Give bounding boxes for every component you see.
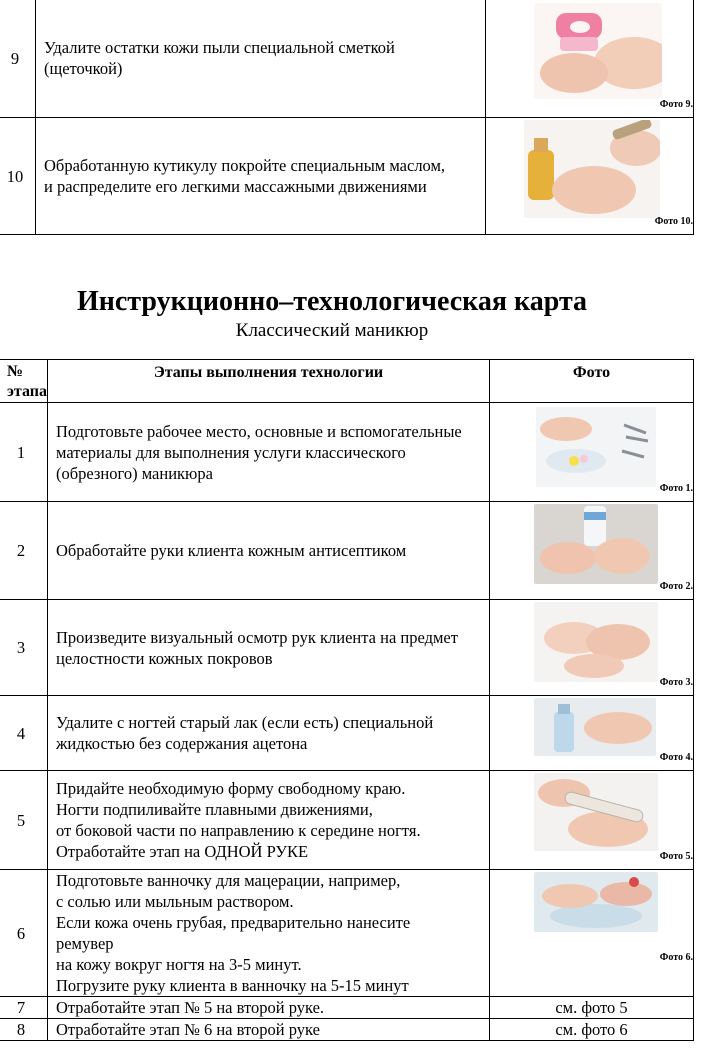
photo-inspection [534, 602, 658, 682]
photo-caption: Фото 4. [659, 752, 693, 763]
step-number: 6 [0, 870, 47, 997]
photo-soak-bath [534, 872, 658, 932]
main-table [0, 359, 694, 1041]
photo-brush-hands [534, 3, 662, 99]
photo-reference: см. фото 5 [490, 997, 694, 1019]
photo-oil-bottle [524, 120, 660, 218]
step-number: 3 [0, 600, 47, 696]
photo-cell [486, 0, 694, 118]
photo-caption: Фото 6. [659, 952, 693, 963]
step-number: 8 [0, 1019, 47, 1041]
step-number: 1 [0, 403, 47, 502]
table-row [0, 771, 694, 870]
step-number: 10 [0, 118, 36, 235]
header-num: № этапа [0, 360, 47, 403]
photo-caption: Фото 5. [659, 851, 693, 862]
photo-caption: Фото 2. [659, 581, 693, 592]
step-number: 2 [0, 502, 47, 600]
table-row [0, 403, 694, 502]
step-number: 9 [0, 0, 36, 118]
step-number: 4 [0, 696, 47, 771]
photo-cell [490, 502, 694, 600]
photo-caption: Фото 9. [659, 99, 693, 110]
photo-workplace [536, 407, 656, 487]
photo-polish-remover [534, 698, 656, 756]
step-text: Подготовьте рабочее место, основные и вспомогательные материалы для выполнения услуги классического (обрезного) маникюра [47, 403, 489, 502]
photo-cell [486, 118, 694, 235]
photo-caption: Фото 3. [659, 677, 693, 688]
table-row [0, 0, 694, 118]
step-text: Удалите с ногтей старый лак (если есть) специальной жидкостью без содержания ацетона [47, 696, 489, 771]
step-number: 5 [0, 771, 47, 870]
photo-cell [490, 870, 694, 997]
table-row [0, 118, 694, 235]
page-subtitle: Классический маникюр [235, 320, 429, 341]
photo-cell [490, 771, 694, 870]
step-text: Удалите остатки кожи пыли специальной сметкой (щеточкой) [36, 0, 486, 118]
table-row [0, 997, 694, 1019]
step-text: Подготовьте ванночку для мацерации, например, с солью или мыльным раствором. Если кожа очень грубая, предварительно нанесите ремувер на кожу вокруг ногтя на 3-5 минут. Погрузите руку клиента в ванночку на 5-15 минут [47, 870, 489, 997]
photo-caption: Фото 10. [654, 216, 693, 227]
step-text: Обработайте руки клиента кожным антисептиком [47, 502, 489, 600]
photo-cell [490, 696, 694, 771]
table-row [0, 600, 694, 696]
step-text: Обработанную кутикулу покройте специальным маслом, и распределите его легкими массажными движениями [36, 118, 486, 235]
table-row [0, 1019, 694, 1041]
photo-caption: Фото 1. [659, 483, 693, 494]
header-photo: Фото [490, 360, 694, 403]
step-text: Придайте необходимую форму свободному краю. Ногти подпиливайте плавными движениями, от боковой части по направлению к середине ногтя. Отработайте этап на ОДНОЙ РУКЕ [47, 771, 489, 870]
step-text: Произведите визуальный осмотр рук клиента на предмет целостности кожных покровов [47, 600, 489, 696]
step-text: Отработайте этап № 6 на второй руке [47, 1019, 489, 1041]
top-table [0, 0, 694, 235]
photo-reference: см. фото 6 [490, 1019, 694, 1041]
table-row [0, 502, 694, 600]
step-number: 7 [0, 997, 47, 1019]
photo-nail-file [534, 773, 658, 851]
photo-cell [490, 403, 694, 502]
page-title: Инструкционно–технологическая карта [76, 286, 588, 317]
photo-antiseptic [534, 504, 658, 584]
header-stage: Этапы выполнения технологии [47, 360, 489, 403]
table-header [0, 360, 694, 403]
table-row [0, 696, 694, 771]
photo-cell [490, 600, 694, 696]
step-text: Отработайте этап № 5 на второй руке. [47, 997, 489, 1019]
table-row [0, 870, 694, 997]
